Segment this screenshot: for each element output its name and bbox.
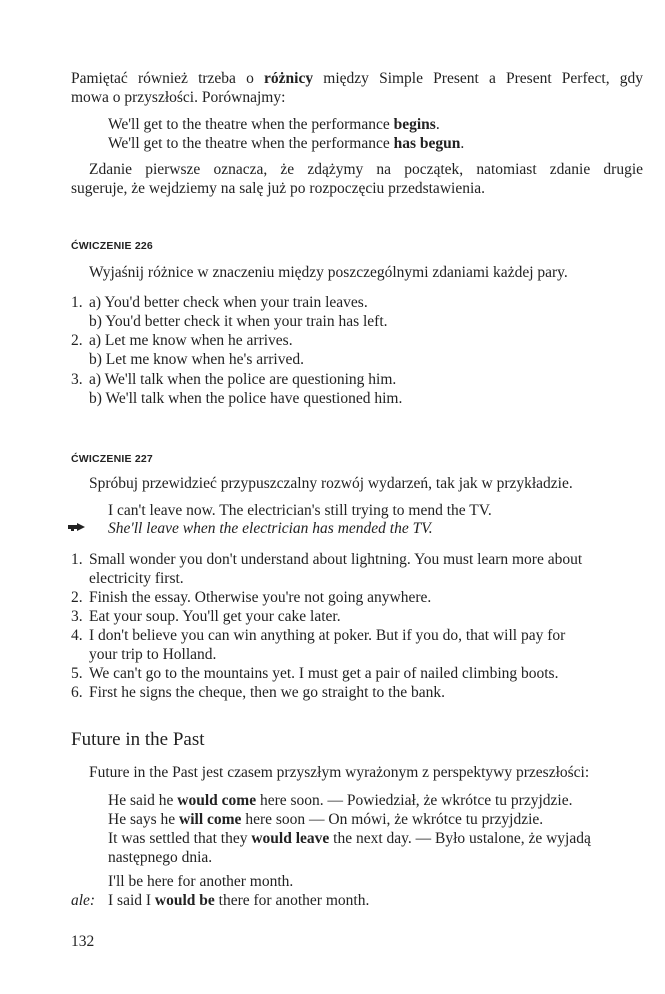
example-text: He says he (108, 811, 180, 828)
example-text: here soon. — Powiedział, że wkrótce tu przyjdzie. (256, 792, 573, 809)
example-text: He said he (108, 792, 178, 809)
exercise-226-item-1b: b) You'd better check it when your train has left. (89, 313, 388, 330)
example-bold: would come (177, 792, 257, 809)
item-number: 4. (71, 627, 83, 644)
exercise-227-instruction: Spróbuj przewidzieć przypuszczalny rozwój wydarzeń, tak jak w przykładzie. (89, 475, 573, 492)
exercise-227-example: I can't leave now. The electrician's still trying to mend the TV. (108, 502, 492, 519)
exercise-226-heading: ĆWICZENIE 226 (71, 240, 153, 252)
item-text: a) Let me know when he arrives. (89, 332, 293, 349)
example-begins (108, 115, 440, 134)
example-text: the next day. — Było ustalone, że wyjadą (329, 830, 591, 847)
ale-label: ale: (71, 892, 96, 909)
example-punct: . (435, 116, 440, 133)
exercise-227-item-4 (71, 626, 565, 645)
exercise-227-item-5 (71, 664, 558, 683)
item-text: Eat your soup. You'll get your cake later. (89, 608, 341, 625)
item-number: 3. (71, 371, 83, 388)
example-bold: will come (179, 811, 242, 828)
exercise-226-item-3a (71, 370, 396, 389)
item-number: 1. (71, 551, 83, 568)
exercise-227-item-3 (71, 607, 341, 626)
explanation-line-2: sugeruje, że wejdziemy na salę już po rozpoczęciu przedstawienia. (71, 180, 486, 197)
example-has-begun (108, 134, 464, 153)
future-in-past-intro: Future in the Past jest czasem przyszłym wyrażonym z perspektywy przeszłości: (89, 764, 590, 781)
example-text: I said I (108, 892, 155, 909)
item-text: I don't believe you can win anything at poker. But if you do, that will pay for (89, 627, 566, 644)
example-text: We'll get to the theatre when the performance (108, 116, 394, 133)
explanation-line-1: Zdanie pierwsze oznacza, że zdążymy na początek, natomiast zdanie drugie (89, 161, 643, 178)
section-title: Future in the Past (71, 729, 205, 750)
item-number: 2. (71, 589, 83, 606)
exercise-227-example-answer: She'll leave when the electrician has mended the TV. (108, 520, 433, 537)
example-text: here soon — On mówi, że wkrótce tu przyjdzie. (241, 811, 544, 828)
future-in-past-example-3-cont: następnego dnia. (108, 849, 213, 866)
exercise-226-item-2b: b) Let me know when he's arrived. (89, 351, 304, 368)
item-text: We can't go to the mountains yet. I must get a pair of nailed climbing boots. (89, 665, 559, 682)
item-text: Small wonder you don't understand about lightning. You must learn more about (89, 551, 583, 568)
example-text: We'll get to the theatre when the performance (108, 135, 394, 152)
exercise-226-item-1a (71, 293, 368, 312)
item-number: 3. (71, 608, 83, 625)
item-text: First he signs the cheque, then we go straight to the bank. (89, 684, 446, 701)
exercise-226-item-3b: b) We'll talk when the police have questioned him. (89, 390, 403, 407)
example-bold: would leave (251, 830, 330, 847)
intro-text: Pamiętać również trzeba o (71, 70, 265, 87)
exercise-227-item-2 (71, 588, 431, 607)
example-bold: has begun (393, 135, 461, 152)
example-text: It was settled that they (108, 830, 252, 847)
intro-bold: różnicy (264, 70, 314, 87)
example-text: there for another month. (214, 892, 370, 909)
item-number: 2. (71, 332, 83, 349)
item-number: 1. (71, 294, 83, 311)
item-text: a) We'll talk when the police are questioning him. (89, 371, 397, 388)
example-bold: would be (154, 892, 215, 909)
item-text: Finish the essay. Otherwise you're not going anywhere. (89, 589, 432, 606)
intro-line-2: mowa o przyszłości. Porównajmy: (71, 89, 286, 106)
future-in-past-example-1 (108, 791, 572, 810)
example-bold: begins (393, 116, 436, 133)
exercise-226-item-2a (71, 331, 293, 350)
future-in-past-example-3 (108, 829, 591, 848)
item-text: a) You'd better check when your train leaves. (89, 294, 368, 311)
exercise-227-item-4-cont: your trip to Holland. (89, 646, 217, 663)
intro-text-rest: między Simple Present a Present Perfect, gdy (313, 70, 643, 87)
exercise-227-item-6 (71, 683, 445, 702)
intro-line-1 (71, 69, 643, 88)
future-in-past-example-5 (108, 891, 369, 910)
future-in-past-example-4: I'll be here for another month. (108, 873, 294, 890)
exercise-227-heading: ĆWICZENIE 227 (71, 453, 153, 465)
example-punct: . (460, 135, 465, 152)
exercise-227-item-1-cont: electricity first. (89, 570, 184, 587)
page-number: 132 (71, 933, 95, 950)
item-number: 5. (71, 665, 83, 682)
exercise-227-item-1 (71, 550, 582, 569)
future-in-past-example-2 (108, 810, 543, 829)
item-number: 6. (71, 684, 83, 701)
exercise-226-instruction: Wyjaśnij różnice w znaczeniu między poszczególnymi zdaniami każdej pary. (89, 264, 568, 281)
pointing-hand-icon (68, 522, 86, 532)
